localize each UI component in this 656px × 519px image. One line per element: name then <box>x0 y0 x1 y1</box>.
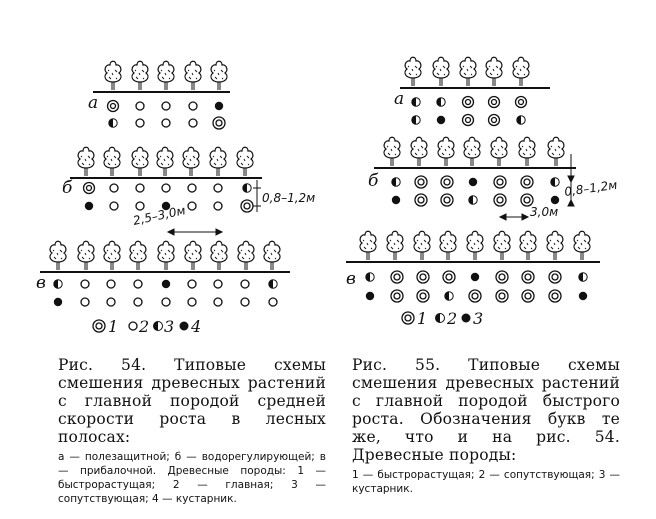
legend-label: 3 <box>473 309 484 328</box>
row-label: в <box>36 273 46 293</box>
legend-label: 3 <box>164 317 175 336</box>
row-spacing-dimension: 0,8–1,2м <box>262 191 316 205</box>
fig54-legend <box>93 317 201 336</box>
fig54-row-b <box>62 147 315 235</box>
row-label: б <box>62 178 73 198</box>
legend-label: 2 <box>139 317 150 336</box>
fig55-row-v <box>346 231 600 302</box>
row-spacing-dimension: 0,8–1,2м <box>563 177 619 199</box>
fig55-caption: Рис. 55. Типовые схемы смешения древесных растений с главной породой быстрого роста. Обозначения букв те же, что и на рис. 54. Древесные породы: <box>352 356 620 464</box>
planting-symbols <box>412 97 527 126</box>
fig55-legend <box>402 309 483 328</box>
fig54-caption-block <box>58 356 326 506</box>
planting-symbols <box>54 280 277 306</box>
fig54-row-v <box>36 241 290 306</box>
legend-label: 4 <box>191 317 202 336</box>
tree-icons <box>405 57 529 86</box>
tree-icons <box>360 231 590 260</box>
tree-icons <box>384 137 564 166</box>
fig55-diagram <box>346 57 618 328</box>
row-label: в <box>346 269 356 289</box>
tree-icons <box>78 147 253 176</box>
planting-symbols <box>108 101 226 130</box>
tree-spacing-dimension: 3,0м <box>530 205 559 219</box>
tree-icons <box>105 61 227 90</box>
tree-icons <box>50 241 280 270</box>
fig55-row-b <box>368 137 618 220</box>
legend-label: 2 <box>447 309 458 328</box>
row-label: а <box>88 93 99 113</box>
planting-symbols <box>392 176 559 206</box>
fig55-caption-block <box>352 356 620 496</box>
fig55-note: 1 — быстрорастущая; 2 — сопутствующая; 3 — кустарник. <box>352 469 620 495</box>
legend-label: 1 <box>417 309 428 328</box>
fig54-diagram <box>36 61 315 336</box>
fig54-caption: Рис. 54. Типовые схемы смешения древесных растений с главной породой средней скорости роста в лесных полосах: <box>58 356 326 446</box>
row-label: а <box>394 89 405 109</box>
planting-symbols <box>366 271 587 302</box>
row-label: б <box>368 171 379 191</box>
fig54-note: а — полезащитной; б — водорегулирующей; в — прибалочной. Древесные породы: 1 — быстрорастущая; 2 — главная; 3 — сопутствующая; 4 — кустарник. <box>58 451 326 505</box>
fig55-row-a <box>394 57 550 125</box>
legend-label: 1 <box>108 317 119 336</box>
fig54-row-a <box>88 61 230 129</box>
tree-spacing-dimension: 2,5–3,0м <box>131 203 187 228</box>
